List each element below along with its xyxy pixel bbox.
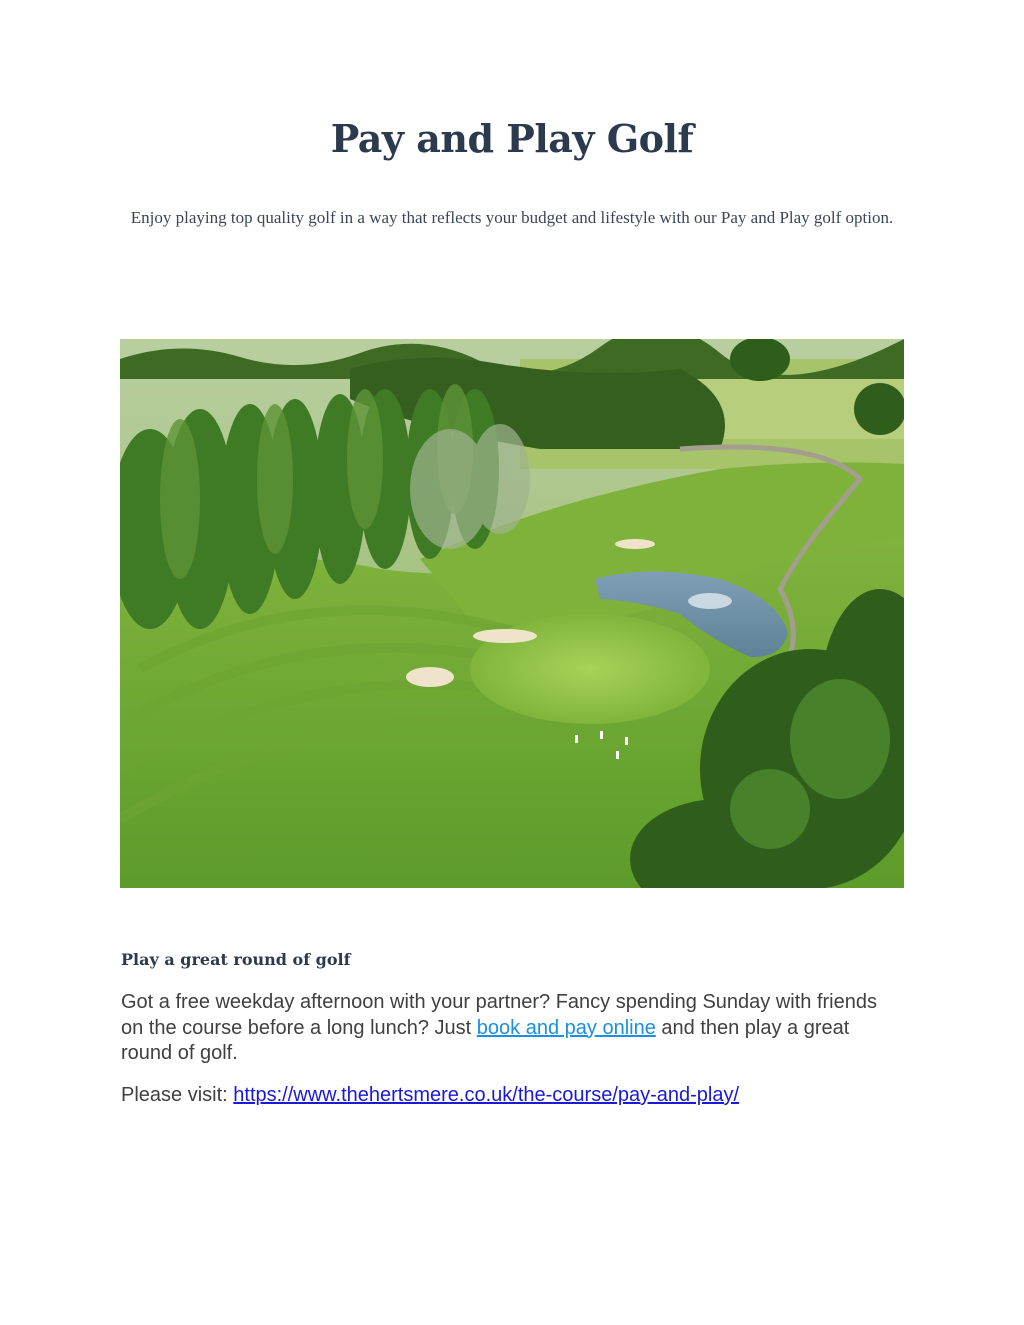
page-title: Pay and Play Golf: [330, 116, 694, 161]
book-and-pay-link[interactable]: book and pay online: [476, 1016, 656, 1039]
section-body: [121, 990, 891, 1067]
visit-line: [121, 1082, 901, 1108]
course-url-link[interactable]: https://www.thehertsmere.co.uk/the-course/pay-and-play/: [233, 1084, 740, 1106]
golf-course-photo-icon: [120, 339, 904, 888]
intro-paragraph: Enjoy playing top quality golf in a way that reflects your budget and lifestyle with our Pay and Play golf option.: [130, 208, 894, 227]
body-text-start: Got a free weekday afternoon with your partner? Fancy spending Sunday with friends on the course before a long lunch? Just: [121, 991, 877, 1039]
visit-label: Please visit:: [121, 1084, 234, 1106]
body-text-end: and then play a great round of golf.: [121, 1016, 850, 1064]
section-heading: Play a great round of golf: [121, 950, 351, 969]
